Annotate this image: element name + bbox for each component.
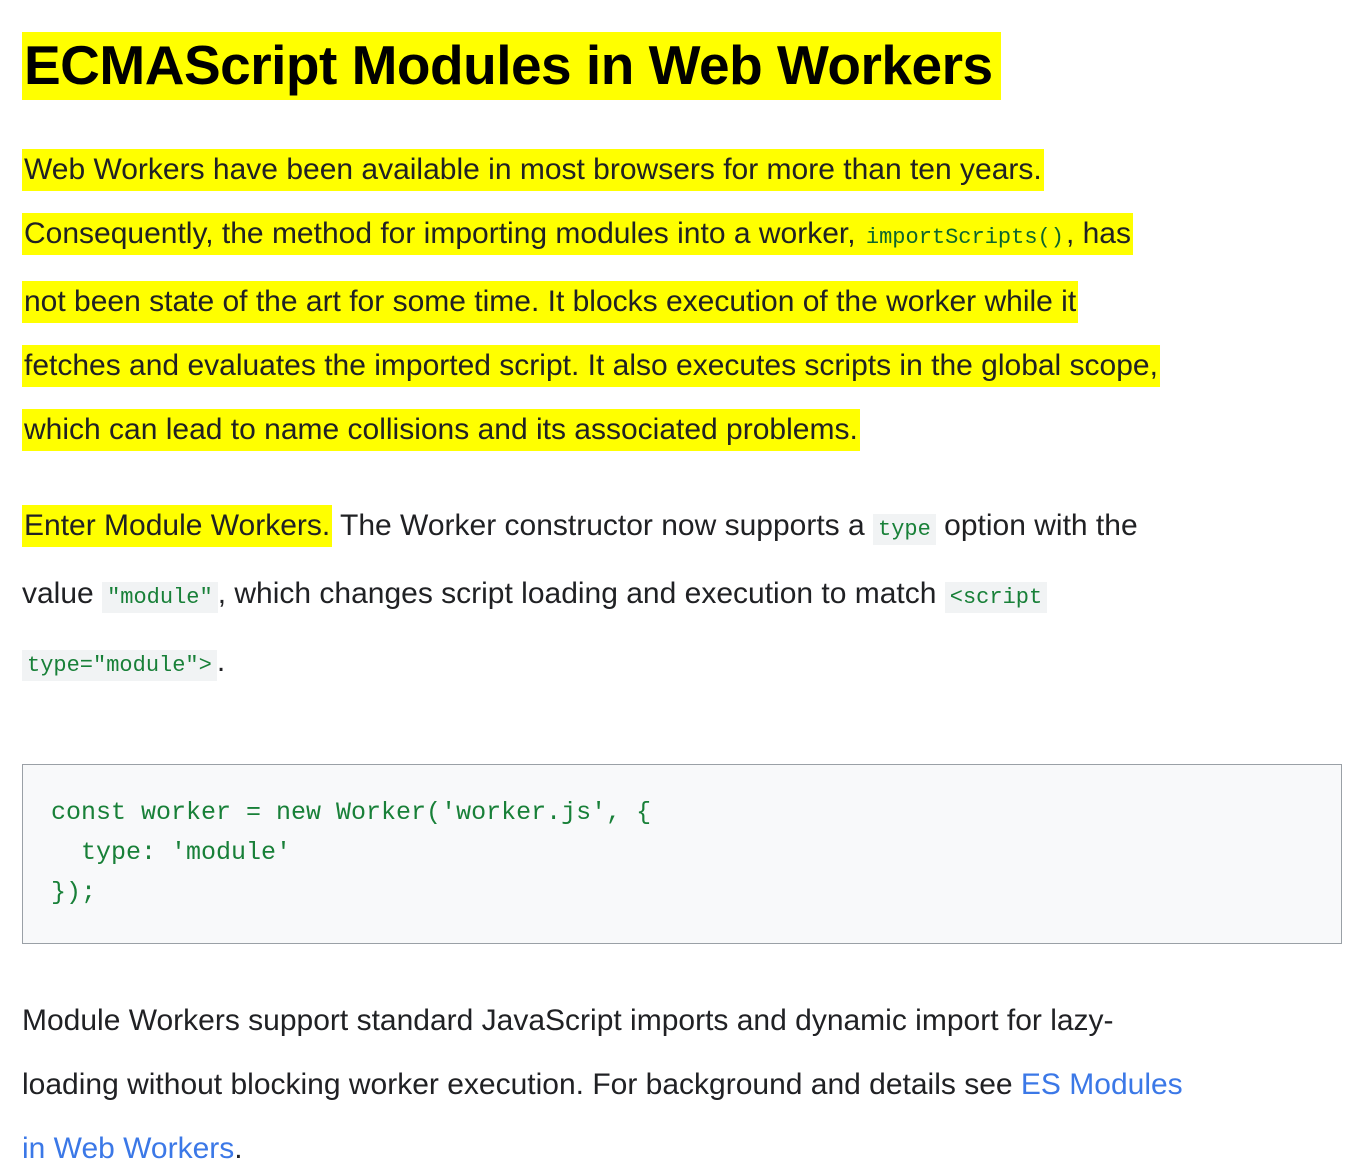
highlighted-text <box>22 213 1133 255</box>
paragraph-line <box>22 630 1342 698</box>
paragraph-line <box>22 1117 1342 1168</box>
page-title <box>22 28 1366 103</box>
body-text: , which changes script loading and execution to match <box>217 577 945 610</box>
code-line: const worker = new Worker('worker.js', { <box>51 798 652 827</box>
body-text: value <box>22 577 103 610</box>
paragraph-line <box>22 1053 1342 1117</box>
closing-paragraph <box>22 989 1342 1168</box>
link-es-modules-in-web-workers-continued[interactable]: in Web Workers <box>22 1132 235 1165</box>
inline-code-type: type <box>873 514 936 545</box>
highlighted-text: not been state of the art for some time. It blocks execution of the worker while it <box>22 281 1078 323</box>
code-block <box>22 764 1342 944</box>
paragraph-line <box>22 334 1342 398</box>
body-text: . <box>216 645 226 678</box>
highlighted-text: Web Workers have been available in most browsers for more than ten years. <box>22 149 1044 191</box>
paragraph-line <box>22 270 1342 334</box>
body-text: Module Workers support standard JavaScript imports and dynamic import for lazy- <box>22 1004 1114 1037</box>
body-text: The Worker constructor now supports a <box>332 509 874 542</box>
body-text: loading without blocking worker execution. For background and details see <box>22 1068 1021 1101</box>
paragraph-line <box>22 494 1342 562</box>
inline-code-module: "module" <box>102 582 218 613</box>
highlighted-text-segment: , has <box>1065 217 1131 250</box>
paragraph-line <box>22 989 1342 1053</box>
highlighted-text: Enter Module Workers. <box>22 505 332 547</box>
highlighted-text-segment: Consequently, the method for importing modules into a worker, <box>24 217 864 250</box>
code-line: type: 'module' <box>51 838 292 867</box>
paragraph-line <box>22 202 1342 270</box>
link-es-modules-in-web-workers[interactable]: ES Modules <box>1020 1068 1183 1101</box>
highlighted-text: which can lead to name collisions and its associated problems. <box>22 409 860 451</box>
code-line: }); <box>51 878 97 907</box>
module-workers-paragraph <box>22 494 1342 698</box>
body-text: . <box>234 1132 243 1165</box>
inline-code-script-tag-open: <script <box>945 582 1047 613</box>
paragraph-line <box>22 398 1342 462</box>
page-title-highlight: ECMAScript Modules in Web Workers <box>22 32 1001 100</box>
highlighted-text: fetches and evaluates the imported script. It also executes scripts in the global scope, <box>22 345 1160 387</box>
paragraph-line <box>22 562 1342 630</box>
body-text: option with the <box>935 509 1138 542</box>
intro-paragraph <box>22 138 1342 462</box>
paragraph-line <box>22 138 1342 202</box>
inline-code-importscripts: importScripts() <box>865 225 1064 250</box>
inline-code-script-tag-end: type="module"> <box>22 650 217 681</box>
